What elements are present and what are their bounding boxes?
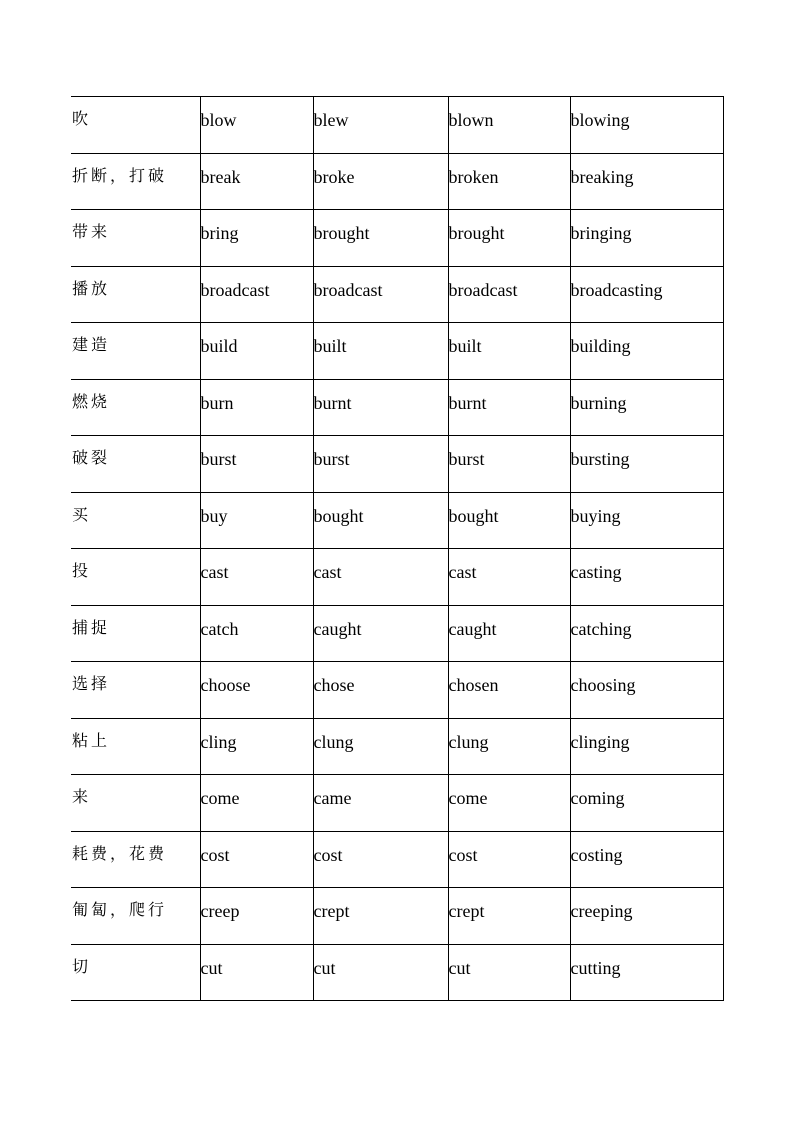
past-tense-cell: clung (313, 718, 448, 775)
past-tense-cell: broke (313, 153, 448, 210)
past-participle-cell: brought (448, 210, 570, 267)
present-participle-cell: coming (570, 775, 723, 832)
present-participle-cell: choosing (570, 662, 723, 719)
past-participle-cell: broadcast (448, 266, 570, 323)
base-form-cell: come (200, 775, 313, 832)
past-tense-cell: chose (313, 662, 448, 719)
present-participle-cell: building (570, 323, 723, 380)
past-tense-cell: bought (313, 492, 448, 549)
past-tense-cell: broadcast (313, 266, 448, 323)
present-participle-cell: burning (570, 379, 723, 436)
base-form-cell: choose (200, 662, 313, 719)
meaning-cell: 匍匐，爬行 (71, 888, 200, 945)
meaning-cell: 燃烧 (71, 379, 200, 436)
present-participle-cell: bursting (570, 436, 723, 493)
base-form-cell: buy (200, 492, 313, 549)
past-participle-cell: burnt (448, 379, 570, 436)
past-tense-cell: cast (313, 549, 448, 606)
meaning-cell: 折断，打破 (71, 153, 200, 210)
table-row (71, 210, 723, 267)
present-participle-cell: bringing (570, 210, 723, 267)
base-form-cell: break (200, 153, 313, 210)
present-participle-cell: buying (570, 492, 723, 549)
meaning-cell: 播放 (71, 266, 200, 323)
past-tense-cell: brought (313, 210, 448, 267)
past-participle-cell: clung (448, 718, 570, 775)
table-row (71, 492, 723, 549)
table-row (71, 718, 723, 775)
table-row (71, 436, 723, 493)
table-row (71, 323, 723, 380)
base-form-cell: broadcast (200, 266, 313, 323)
meaning-cell: 带来 (71, 210, 200, 267)
past-tense-cell: came (313, 775, 448, 832)
present-participle-cell: casting (570, 549, 723, 606)
present-participle-cell: broadcasting (570, 266, 723, 323)
past-tense-cell: caught (313, 605, 448, 662)
table-row (71, 379, 723, 436)
table-row (71, 944, 723, 1001)
past-tense-cell: burnt (313, 379, 448, 436)
meaning-cell: 粘上 (71, 718, 200, 775)
meaning-cell: 耗费，花费 (71, 831, 200, 888)
past-participle-cell: come (448, 775, 570, 832)
base-form-cell: creep (200, 888, 313, 945)
base-form-cell: cost (200, 831, 313, 888)
past-participle-cell: chosen (448, 662, 570, 719)
table-row (71, 775, 723, 832)
past-participle-cell: cost (448, 831, 570, 888)
past-participle-cell: broken (448, 153, 570, 210)
base-form-cell: burn (200, 379, 313, 436)
base-form-cell: catch (200, 605, 313, 662)
present-participle-cell: costing (570, 831, 723, 888)
table-row (71, 266, 723, 323)
table-row (71, 662, 723, 719)
table-row (71, 831, 723, 888)
table-row (71, 888, 723, 945)
past-participle-cell: crept (448, 888, 570, 945)
base-form-cell: bring (200, 210, 313, 267)
base-form-cell: cling (200, 718, 313, 775)
past-participle-cell: caught (448, 605, 570, 662)
table-row (71, 605, 723, 662)
past-participle-cell: burst (448, 436, 570, 493)
past-participle-cell: bought (448, 492, 570, 549)
meaning-cell: 选择 (71, 662, 200, 719)
past-tense-cell: built (313, 323, 448, 380)
table-row (71, 153, 723, 210)
past-participle-cell: cast (448, 549, 570, 606)
base-form-cell: build (200, 323, 313, 380)
past-tense-cell: cost (313, 831, 448, 888)
past-tense-cell: cut (313, 944, 448, 1001)
meaning-cell: 破裂 (71, 436, 200, 493)
past-tense-cell: blew (313, 97, 448, 154)
past-participle-cell: cut (448, 944, 570, 1001)
base-form-cell: cut (200, 944, 313, 1001)
past-tense-cell: crept (313, 888, 448, 945)
meaning-cell: 投 (71, 549, 200, 606)
past-participle-cell: blown (448, 97, 570, 154)
irregular-verbs-table (71, 96, 724, 1001)
past-tense-cell: burst (313, 436, 448, 493)
present-participle-cell: clinging (570, 718, 723, 775)
base-form-cell: burst (200, 436, 313, 493)
base-form-cell: blow (200, 97, 313, 154)
meaning-cell: 捕捉 (71, 605, 200, 662)
past-participle-cell: built (448, 323, 570, 380)
meaning-cell: 来 (71, 775, 200, 832)
meaning-cell: 切 (71, 944, 200, 1001)
verbs-table-body (71, 97, 723, 1001)
meaning-cell: 吹 (71, 97, 200, 154)
meaning-cell: 买 (71, 492, 200, 549)
meaning-cell: 建造 (71, 323, 200, 380)
table-row (71, 549, 723, 606)
present-participle-cell: blowing (570, 97, 723, 154)
table-row (71, 97, 723, 154)
present-participle-cell: catching (570, 605, 723, 662)
present-participle-cell: cutting (570, 944, 723, 1001)
base-form-cell: cast (200, 549, 313, 606)
present-participle-cell: creeping (570, 888, 723, 945)
present-participle-cell: breaking (570, 153, 723, 210)
